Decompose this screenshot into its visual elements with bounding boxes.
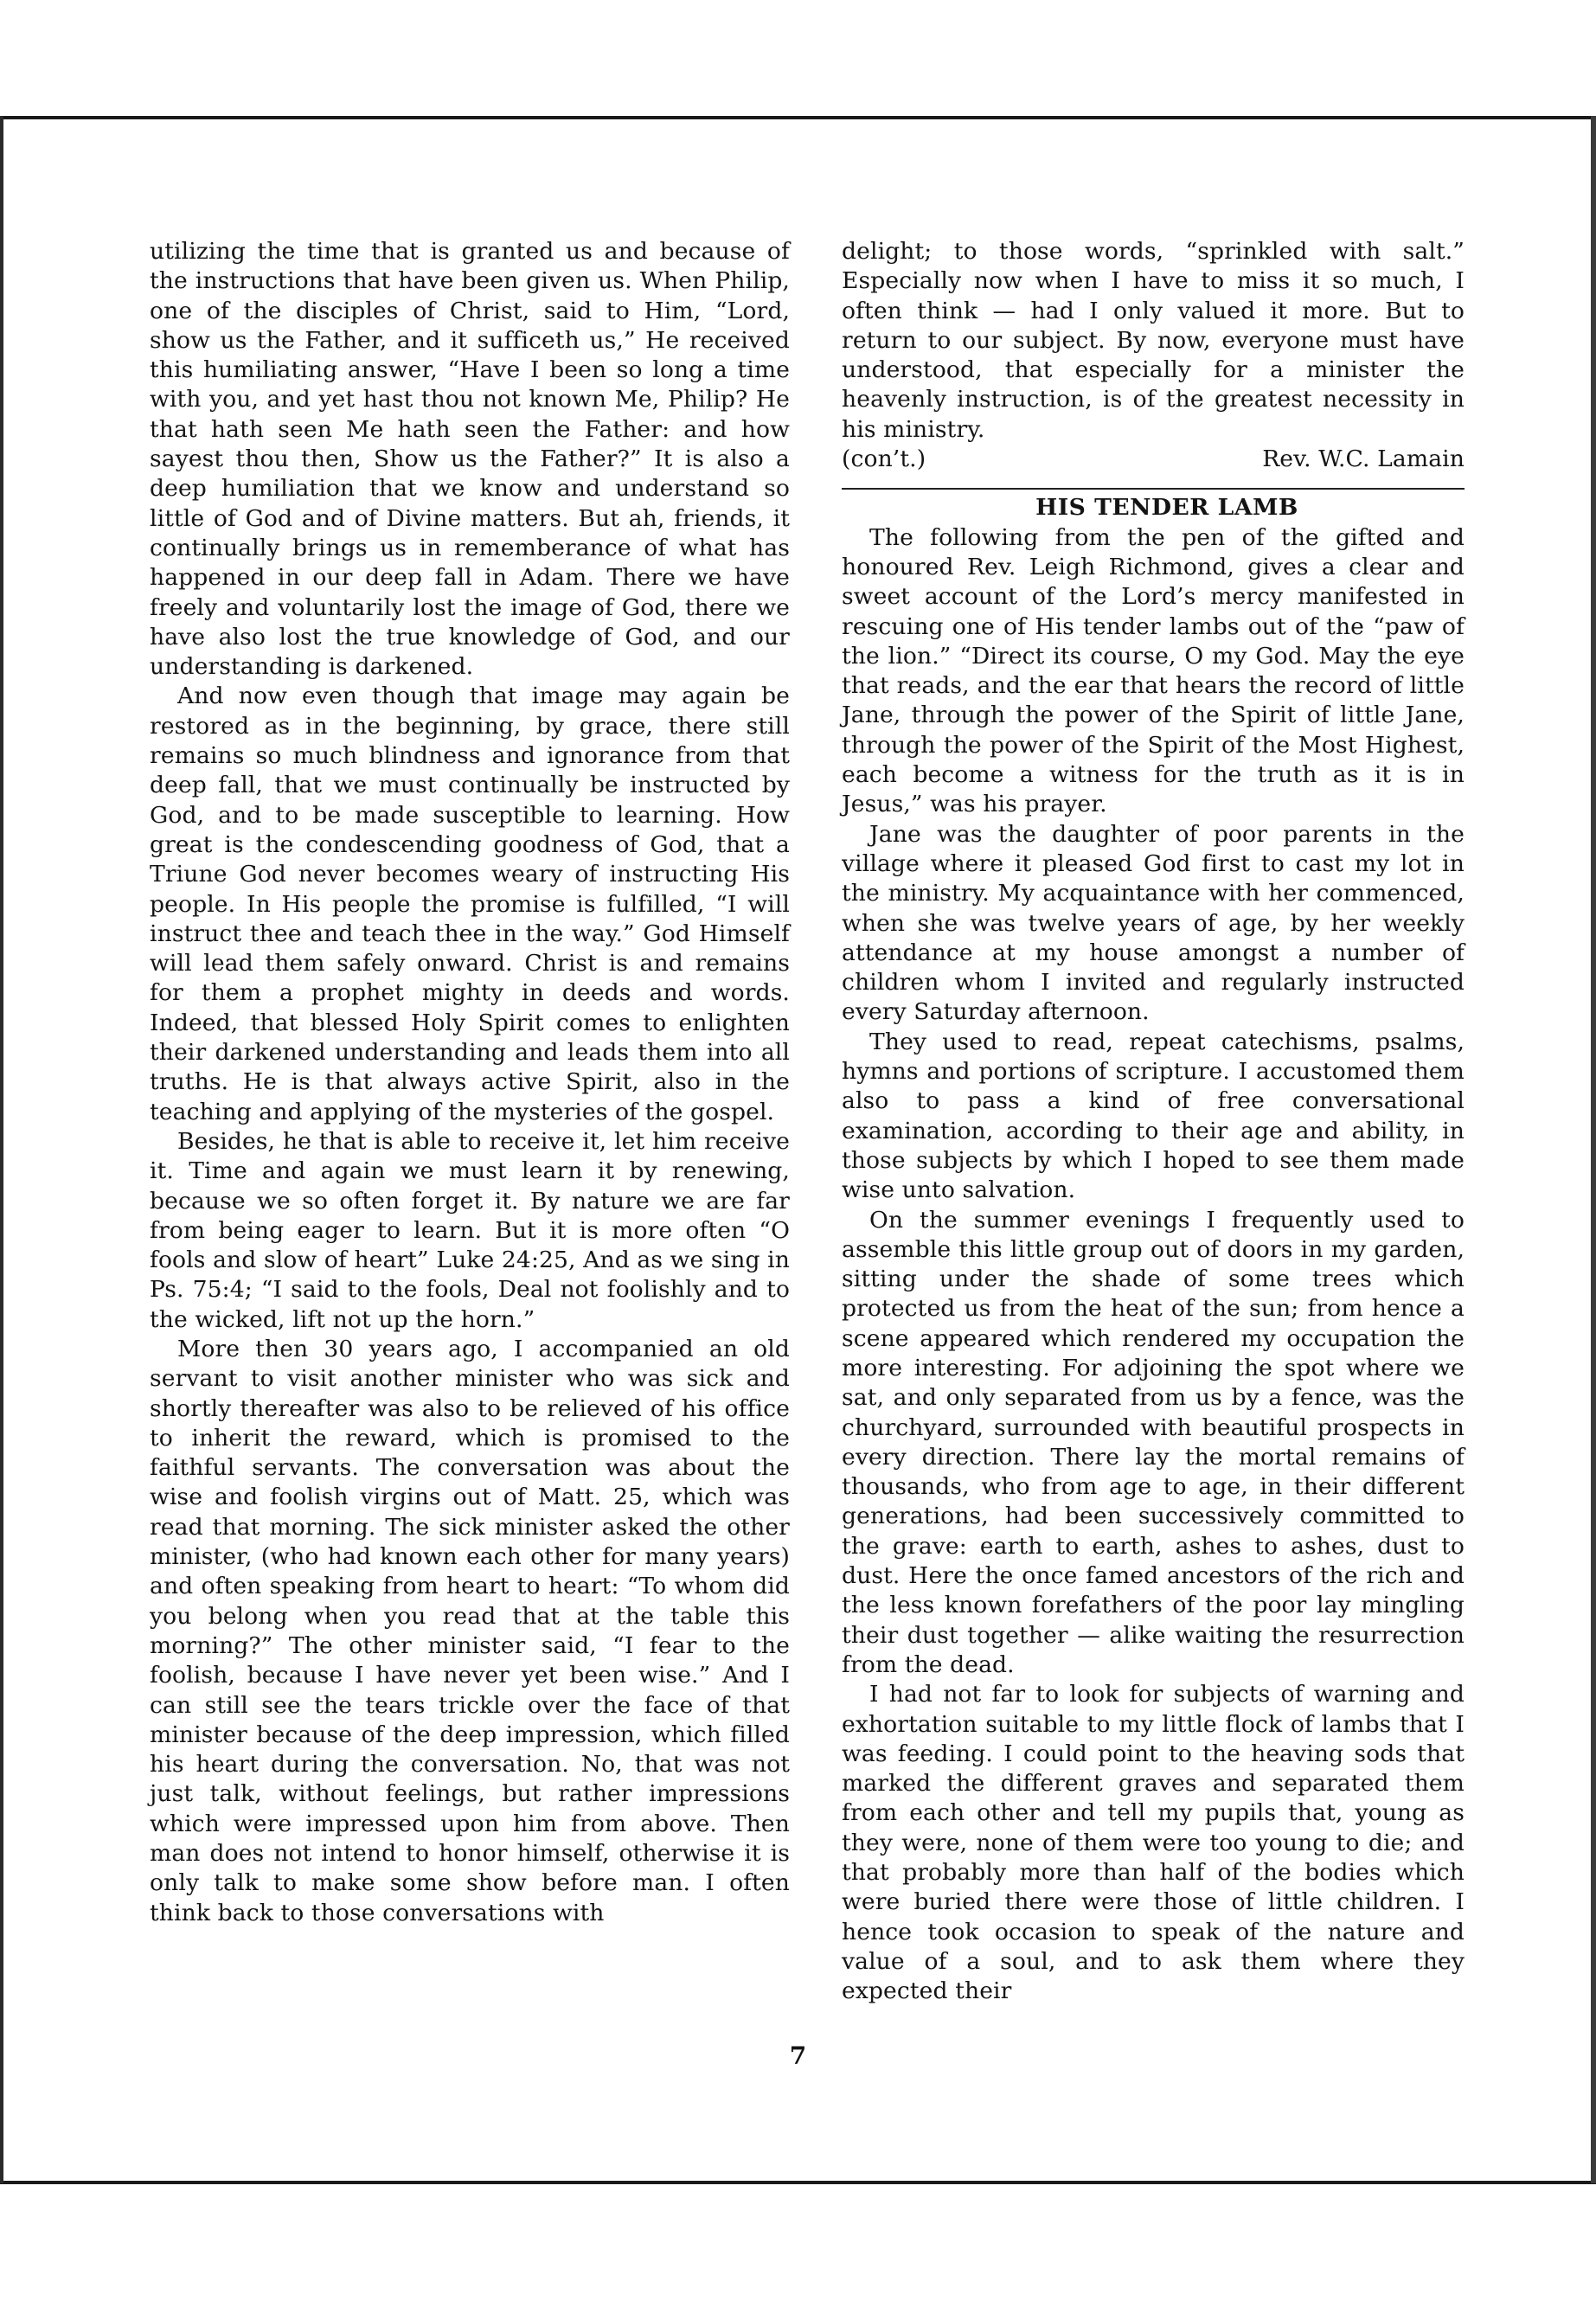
scan-border-top (0, 116, 1596, 119)
left-paragraph: Besides, he that is able to receive it, let him receive it. Time and again we must learn it by renewing, because we so often forget it. By nature we are far from being eager to learn. But it is more often “O fools and slow of heart” Luke 24:25, And as we sing in Ps. 75:4; “I said to the fools, Deal not foolishly and to the wicked, lift not up the horn.” (150, 1127, 790, 1333)
right-paragraph: I had not far to look for subjects of warning and exhortation suitable to my little flock of lambs that I was feeding. I could point to the heaving sods that marked the different graves and separated them from each other and tell my pupils that, young as they were, none of them were too young to die; and that probably more than half of the bodies which were buried there were those of little children. I hence took occasion to speak of the nature and value of a soul, and to ask them where they expected their (842, 1681, 1465, 2005)
left-column (150, 237, 790, 1928)
left-paragraph: More then 30 years ago, I accompanied an old servant to visit another minister who was sick and shortly thereafter was also to be relieved of his office to inherit the reward, which is promised to the faithful servants. The conversation was about the wise and foolish virgins out of Matt. 25, which was read that morning. The sick minister asked the other minister, (who had known each other for many years) and often speaking from heart to heart: “To whom did you belong when you read that at the table this morning?” The other minister said, “I fear to the foolish, because I have never yet been wise.” And I can still see the tears trickle over the face of that minister because of the deep impression, which filled his heart during the conversation. No, that was not just talk, without feelings, but rather impressions which were impressed upon him from above. Then man does not intend to honor himself, otherwise it is only talk to make some show before man. I often think back to those conversations with (150, 1335, 790, 1926)
right-column (842, 237, 1465, 2007)
continued-marker: (con’t.) (842, 445, 926, 473)
section-heading: HIS TENDER LAMB (1035, 494, 1298, 522)
scan-border-bottom (0, 2181, 1596, 2184)
continuation-paragraph: delight; to those words, “sprinkled with salt.” Especially now when I have to miss it so much, I often think — had I only valued it more. But to return to our subject. By now, everyone must have understood, that especially for a minister the heavenly instruction, is of the greatest necessity in his ministry. (842, 238, 1465, 443)
left-paragraph: utilizing the time that is granted us and because of the instructions that have been given us. When Philip, one of the disciples of Christ, said to Him, “Lord, show us the Father, and it sufficeth us,” He received this humiliating answer, “Have I been so long a time with you, and yet hast thou not known Me, Philip? He that hath seen Me hath seen the Father: and how sayest thou then, Show us the Father?” It is also a deep humiliation that we know and understand so little of God and of Divine matters. But ah, friends, it continually brings us in rememberance of what has happened in our deep fall in Adam. There we have freely and voluntarily lost the image of God, there we have also lost the true knowledge of God, and our understanding is darkened. (150, 238, 790, 681)
left-paragraph: And now even though that image may again be restored as in the beginning, by grace, there still remains so much blindness and ignorance from that deep fall, that we must continually be instructed by God, and to be made susceptible to learning. How great is the condescending goodness of God, that a Triune God never becomes weary of instructing His people. In His people the promise is fulfilled, “I will instruct thee and teach thee in the way.” God Himself will lead them safely onward. Christ is and remains for them a prophet mighty in deeds and words. Indeed, that blessed Holy Spirit comes to enlighten their darkened understanding and leads them into all truths. He is that always active Spirit, also in the teaching and applying of the mysteries of the gospel. (150, 683, 790, 1125)
scan-border-left (0, 116, 3, 2183)
scan-border-right (1591, 116, 1596, 2183)
right-paragraph: They used to read, repeat catechisms, psalms, hymns and portions of scripture. I accustomed them also to pass a kind of free conversational examination, according to their age and ability, in those subjects by which I hoped to see them made wise unto salvation. (842, 1028, 1465, 1204)
right-paragraph: On the summer evenings I frequently used to assemble this little group out of doors in my garden, sitting under the shade of some trees which protected us from the heat of the sun; from hence a scene appeared which rendered my occupation the more interesting. For adjoining the spot where we sat, and only separated from us by a fence, was the churchyard, surrounded with beautiful prospects in every direction. There lay the mortal remains of thousands, who from age to age, in their different generations, had been successively committed to the grave: earth to earth, ashes to ashes, dust to dust. Here the once famed ancestors of the rich and the less known forefathers of the poor lay mingling their dust together — alike waiting the resurrection from the dead. (842, 1206, 1465, 1678)
signature-line (842, 445, 1465, 474)
section-divider (842, 488, 1465, 490)
page-number: 7 (789, 2041, 807, 2070)
author-signature: Rev. W.C. Lamain (1262, 445, 1465, 473)
right-paragraph: The following from the pen of the gifted and honoured Rev. Leigh Richmond, gives a clear and sweet account of the Lord’s mercy manifested in rescuing one of His tender lambs out of the “paw of the lion.” “Direct its course, O my God. May the eye that reads, and the ear that hears the record of little Jane, through the power of the Spirit of little Jane, through the power of the Spirit of the Most Highest, each become a witness for the truth as it is in Jesus,” was his prayer. (842, 523, 1465, 818)
right-paragraph: Jane was the daughter of poor parents in the village where it pleased God first to cast my lot in the ministry. My acquaintance with her commenced, when she was twelve years of age, by her weekly attendance at my house amongst a number of children whom I invited and regularly instructed every Saturday afternoon. (842, 820, 1465, 1026)
